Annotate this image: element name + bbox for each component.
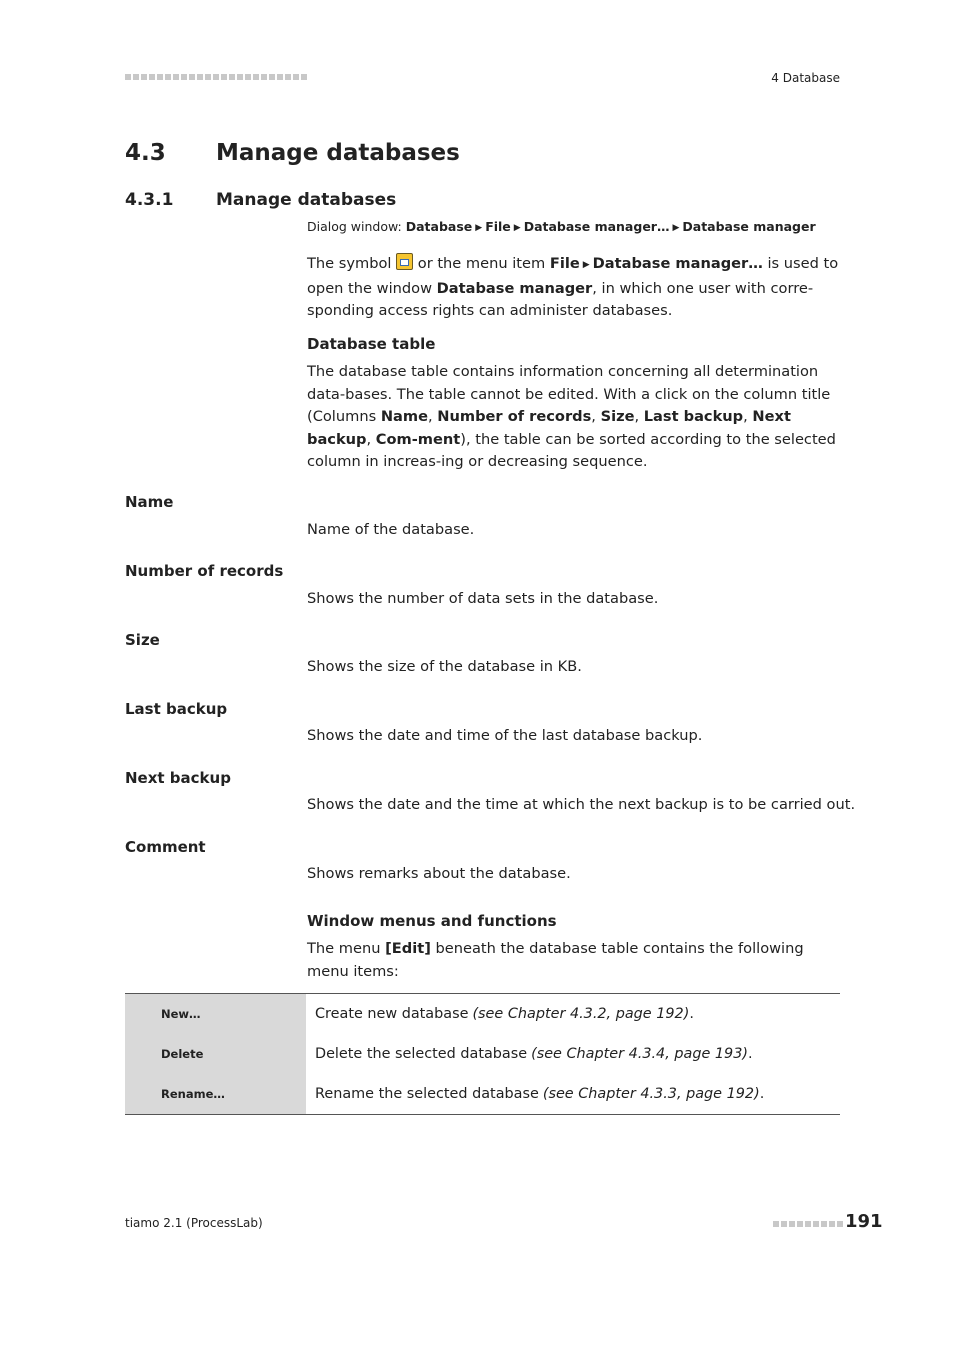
menu-key-rename: Rename… <box>125 1074 306 1114</box>
term-number-of-records: Number of records <box>125 562 284 580</box>
table-row <box>125 1034 840 1074</box>
dialog-path: Dialog window: Database ▶ File ▶ Database manager… ▶ Database manager <box>307 219 816 234</box>
menu-desc-delete: Delete the selected database (see Chapter 4.3.4, page 193) . <box>315 1046 753 1062</box>
desc-next-backup: Shows the date and the time at which the next backup is to be carried out. <box>307 796 856 813</box>
desc-name: Name of the database. <box>307 521 475 538</box>
window-menus-heading: Window menus and functions <box>307 912 557 930</box>
subsection-heading: 4.3.1 Manage databases <box>125 190 397 210</box>
window-menus-paragraph: The menu [Edit] beneath the database table contains the following menu items: <box>307 940 804 980</box>
desc-number-of-records: Shows the number of data sets in the database. <box>307 590 659 607</box>
menu-items-table <box>125 993 840 1115</box>
desc-comment: Shows remarks about the database. <box>307 865 571 882</box>
menu-desc-new: Create new database (see Chapter 4.3.2, page 192) . <box>315 1006 694 1022</box>
intro-paragraph: The symbol or the menu item File ▶ Database manager… is used to open the window Database manager, in which one user with corre-sponding access rights can administer databases. <box>307 255 839 319</box>
desc-last-backup: Shows the date and time of the last database backup. <box>307 727 703 744</box>
term-name: Name <box>125 493 174 511</box>
header-decoration <box>125 72 307 82</box>
table-row <box>125 994 840 1034</box>
footer-decoration <box>773 1221 843 1227</box>
menu-key-delete: Delete <box>125 1034 306 1074</box>
page-number: 191 <box>845 1211 883 1232</box>
term-last-backup: Last backup <box>125 700 228 718</box>
database-table-heading: Database table <box>307 335 436 353</box>
footer-product: tiamo 2.1 (ProcessLab) <box>125 1216 263 1230</box>
running-header: 4 Database <box>771 71 840 85</box>
term-size: Size <box>125 631 160 649</box>
menu-desc-rename: Rename the selected database (see Chapter 4.3.3, page 192) . <box>315 1086 765 1102</box>
database-table-paragraph: The database table contains information concerning all determination data-bases. The table cannot be edited. With a click on the column title (Columns Name, Number of records, Size, Last backup, Next backup, Com-ment), the table can be sorted according to the selected column in increas-ing or decreasing sequence. <box>307 363 836 470</box>
section-heading: 4.3 Manage databases <box>125 140 460 166</box>
database-manager-icon <box>396 253 413 270</box>
term-comment: Comment <box>125 838 206 856</box>
desc-size: Shows the size of the database in KB. <box>307 658 582 675</box>
menu-key-new: New… <box>125 994 306 1034</box>
table-row <box>125 1074 840 1114</box>
term-next-backup: Next backup <box>125 769 231 787</box>
